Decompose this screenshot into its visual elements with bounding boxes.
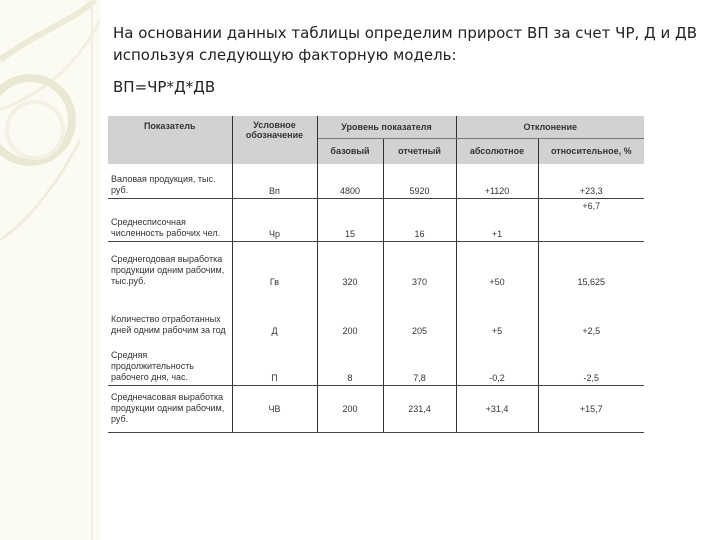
table-row (108, 338, 644, 385)
row-symbol: Д (232, 289, 317, 337)
row-absolute: +50 (456, 241, 538, 289)
header-level: Уровень показателя (317, 116, 456, 138)
intro-line-2: используя следующую факторную модель: (113, 46, 457, 64)
header-relative: относительное, % (538, 138, 644, 164)
indicators-table (108, 116, 644, 433)
row-name: Валовая продукция, тыс. руб. (108, 164, 232, 199)
row-absolute: +1120 (456, 164, 538, 199)
row-relative: +15,7 (538, 385, 644, 432)
row-base: 4800 (317, 164, 383, 199)
factor-model-formula: ВП=ЧР*Д*ДВ (113, 78, 216, 96)
row-reporting: 7,8 (383, 338, 456, 385)
row-reporting: 370 (383, 241, 456, 289)
table-row (108, 164, 644, 199)
row-relative: +23,3 (538, 164, 644, 199)
row-relative: +2,5 (582, 325, 601, 336)
row-name: Среднегодовая выработка продукции одним рабочим, тыс.руб. (108, 241, 232, 289)
row-symbol: ЧВ (232, 385, 317, 432)
header-base: базовый (317, 138, 383, 164)
row-absolute: +5 (456, 289, 538, 337)
row-reporting: 16 (383, 199, 456, 241)
row-base: 8 (317, 338, 383, 385)
row-reporting: 5920 (383, 164, 456, 199)
table-row (108, 385, 644, 432)
row-base: 320 (317, 241, 383, 289)
row-symbol: Гв (232, 241, 317, 289)
row-base: 200 (317, 385, 383, 432)
table-row (108, 199, 644, 241)
row-absolute: +1 (456, 199, 538, 241)
header-symbol: Условное обозначение (232, 116, 317, 164)
row-relative: -2,5 (538, 338, 644, 385)
row-symbol: Вп (232, 164, 317, 199)
row-absolute: +31,4 (456, 385, 538, 432)
header-indicator: Показатель (108, 116, 232, 164)
row-symbol: П (232, 338, 317, 385)
row-base: 200 (317, 289, 383, 337)
row-base: 15 (317, 199, 383, 241)
row-absolute: -0,2 (456, 338, 538, 385)
header-deviation: Отклонение (456, 116, 644, 138)
table-row (108, 289, 644, 337)
row-reporting: 231,4 (383, 385, 456, 432)
slide-text (113, 22, 703, 98)
row-name: Количество отработанных дней одним рабочим за год (108, 289, 232, 337)
header-absolute: абсолютное (456, 138, 538, 164)
decorative-curves (0, 0, 100, 540)
row-symbol: Чр (232, 199, 317, 241)
intro-line-1: На основании данных таблицы определим прирост ВП за счет ЧР, Д и ДВ (113, 24, 698, 42)
row-relative: +6,7 (538, 199, 644, 241)
row-name: Средняя продолжительность рабочего дня, час. (108, 338, 232, 385)
row-reporting: 205 (383, 289, 456, 337)
row-name: Среднесписочная численность рабочих чел. (108, 199, 232, 241)
table-row (108, 241, 644, 289)
row-relative: 15,625 (577, 277, 606, 288)
row-name: Среднечасовая выработка продукции одним рабочим, руб. (108, 385, 232, 432)
header-reporting: отчетный (383, 138, 456, 164)
